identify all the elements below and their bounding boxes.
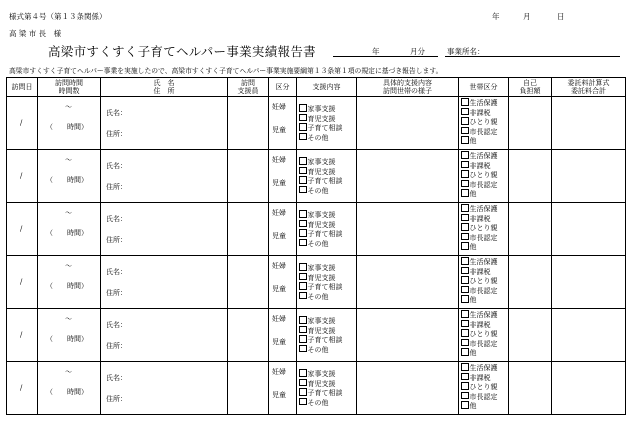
visitor-cell[interactable] — [228, 256, 269, 309]
intro-text: 高梁市すくすく子育てヘルパー事業を実施したので、高梁市すくすく子育てヘルパー事業実施要綱第１３条第１項の規定に基づき報告します。 — [9, 67, 443, 75]
household-option[interactable]: ひとり親 — [461, 382, 508, 392]
col-visitor: 訪問 支援員 — [228, 78, 269, 97]
support-option[interactable]: 育児支援 — [299, 167, 356, 177]
details-cell[interactable] — [357, 256, 459, 309]
checkbox-icon[interactable] — [461, 98, 469, 106]
hours-label: （ 時間） — [46, 176, 88, 184]
household-option[interactable]: ひとり親 — [461, 170, 508, 180]
tilde: 〜 — [65, 156, 72, 164]
name-address-cell[interactable] — [101, 150, 228, 203]
table-row — [7, 150, 626, 203]
household-option[interactable]: 市長認定 — [461, 233, 508, 243]
table-row — [7, 256, 626, 309]
checkbox-icon[interactable] — [299, 114, 307, 122]
visitor-cell[interactable] — [228, 309, 269, 362]
date-slash: / — [20, 384, 23, 392]
name-label: 氏名： — [106, 162, 127, 170]
visitor-cell[interactable] — [228, 203, 269, 256]
checkbox-icon[interactable] — [461, 401, 469, 409]
fee-cell[interactable] — [552, 362, 626, 415]
category-cell[interactable] — [269, 203, 297, 256]
self-pay-cell[interactable] — [509, 256, 552, 309]
household-cell — [459, 362, 509, 415]
visit-date-cell[interactable] — [7, 309, 38, 362]
visit-time-cell[interactable] — [38, 309, 101, 362]
date-year-label: 年 — [492, 12, 500, 21]
col-visit-time: 訪問時間 時間数 — [38, 78, 101, 97]
checkbox-icon[interactable] — [299, 398, 307, 406]
household-option[interactable]: 生活保護 — [461, 310, 508, 320]
hours-label: （ 時間） — [46, 229, 88, 237]
checkbox-icon[interactable] — [299, 167, 307, 175]
visitor-cell[interactable] — [228, 97, 269, 150]
details-cell[interactable] — [357, 97, 459, 150]
checkbox-icon[interactable] — [299, 186, 307, 194]
fee-cell[interactable] — [552, 309, 626, 362]
household-option[interactable]: 生活保護 — [461, 98, 508, 108]
self-pay-cell[interactable] — [509, 150, 552, 203]
checkbox-icon[interactable] — [299, 104, 307, 112]
category-pregnant: 妊婦 — [272, 368, 286, 376]
self-pay-cell[interactable] — [509, 203, 552, 256]
checkbox-icon[interactable] — [461, 127, 469, 135]
household-cell — [459, 309, 509, 362]
name-label: 氏名： — [106, 109, 127, 117]
date-slash: / — [20, 278, 23, 286]
address-label: 住所： — [106, 342, 127, 350]
support-option[interactable]: 家事支援 — [299, 263, 356, 273]
details-cell[interactable] — [357, 309, 459, 362]
household-cell — [459, 203, 509, 256]
hours-label: （ 時間） — [46, 335, 88, 343]
checkbox-icon[interactable] — [461, 233, 469, 241]
household-option[interactable]: 市長認定 — [461, 339, 508, 349]
category-child: 児童 — [272, 126, 286, 134]
table-row — [7, 309, 626, 362]
checkbox-icon[interactable] — [299, 229, 307, 237]
household-option[interactable]: 生活保護 — [461, 151, 508, 161]
visit-date-cell[interactable] — [7, 203, 38, 256]
checkbox-icon[interactable] — [461, 267, 469, 275]
name-label: 氏名： — [106, 215, 127, 223]
checkbox-icon[interactable] — [461, 242, 469, 250]
support-option[interactable]: 子育て相談 — [299, 176, 356, 186]
support-option[interactable]: 子育て相談 — [299, 229, 356, 239]
visit-time-cell[interactable] — [38, 256, 101, 309]
checkbox-icon[interactable] — [299, 326, 307, 334]
checkbox-icon[interactable] — [299, 239, 307, 247]
category-cell[interactable] — [269, 362, 297, 415]
col-name-address: 氏 名 住 所 — [101, 78, 228, 97]
support-option[interactable]: 家事支援 — [299, 316, 356, 326]
checkbox-icon[interactable] — [299, 316, 307, 324]
hours-label: （ 時間） — [46, 282, 88, 290]
household-option[interactable]: 市長認定 — [461, 127, 508, 137]
support-option[interactable]: その他 — [299, 398, 356, 408]
checkbox-icon[interactable] — [299, 220, 307, 228]
checkbox-icon[interactable] — [299, 345, 307, 353]
checkbox-icon[interactable] — [461, 204, 469, 212]
address-label: 住所： — [106, 395, 127, 403]
checkbox-icon[interactable] — [299, 263, 307, 271]
address-label: 住所： — [106, 130, 127, 138]
household-option[interactable]: ひとり親 — [461, 276, 508, 286]
checkbox-icon[interactable] — [299, 273, 307, 281]
support-option[interactable]: 子育て相談 — [299, 335, 356, 345]
address-label: 住所： — [106, 236, 127, 244]
self-pay-cell[interactable] — [509, 97, 552, 150]
checkbox-icon[interactable] — [461, 151, 469, 159]
address-label: 住所： — [106, 289, 127, 297]
checkbox-icon[interactable] — [299, 282, 307, 290]
table-row — [7, 97, 626, 150]
details-cell[interactable] — [357, 362, 459, 415]
checkbox-icon[interactable] — [461, 392, 469, 400]
support-option[interactable]: 子育て相談 — [299, 282, 356, 292]
visit-date-cell[interactable] — [7, 150, 38, 203]
support-option[interactable]: その他 — [299, 133, 356, 143]
report-table — [6, 77, 626, 415]
period-year-label: 年 — [372, 47, 380, 56]
checkbox-icon[interactable] — [299, 210, 307, 218]
support-option[interactable]: 育児支援 — [299, 273, 356, 283]
checkbox-icon[interactable] — [299, 335, 307, 343]
col-self-pay: 自己 負担額 — [509, 78, 552, 97]
household-option[interactable]: ひとり親 — [461, 223, 508, 233]
category-cell[interactable] — [269, 97, 297, 150]
checkbox-icon[interactable] — [299, 388, 307, 396]
checkbox-icon[interactable] — [299, 157, 307, 165]
support-option[interactable]: 家事支援 — [299, 210, 356, 220]
checkbox-icon[interactable] — [461, 170, 469, 178]
household-option[interactable]: 非課税 — [461, 320, 508, 330]
checkbox-icon[interactable] — [299, 133, 307, 141]
date-slash: / — [20, 331, 23, 339]
category-child: 児童 — [272, 232, 286, 240]
household-option[interactable]: 他 — [461, 242, 508, 252]
category-pregnant: 妊婦 — [272, 315, 286, 323]
page-title: 高梁市すくすく子育てヘルパー事業実績報告書 — [48, 44, 316, 59]
form-number: 様式第４号（第１３条関係） — [9, 12, 107, 21]
name-address-cell[interactable] — [101, 97, 228, 150]
checkbox-icon[interactable] — [461, 339, 469, 347]
checkbox-icon[interactable] — [299, 292, 307, 300]
tilde: 〜 — [65, 103, 72, 111]
household-option[interactable]: 生活保護 — [461, 363, 508, 373]
checkbox-icon[interactable] — [461, 180, 469, 188]
category-cell[interactable] — [269, 309, 297, 362]
fee-cell[interactable] — [552, 150, 626, 203]
name-address-cell[interactable] — [101, 203, 228, 256]
support-option[interactable]: 育児支援 — [299, 326, 356, 336]
category-pregnant: 妊婦 — [272, 156, 286, 164]
name-address-cell[interactable] — [101, 309, 228, 362]
visitor-cell[interactable] — [228, 362, 269, 415]
checkbox-icon[interactable] — [461, 136, 469, 144]
category-pregnant: 妊婦 — [272, 209, 286, 217]
category-pregnant: 妊婦 — [272, 262, 286, 270]
checkbox-icon[interactable] — [461, 161, 469, 169]
support-option[interactable]: その他 — [299, 345, 356, 355]
support-cell — [297, 362, 357, 415]
hours-label: （ 時間） — [46, 123, 88, 131]
household-option[interactable]: 生活保護 — [461, 204, 508, 214]
checkbox-icon[interactable] — [461, 189, 469, 197]
date-slash: / — [20, 119, 23, 127]
household-option[interactable]: 他 — [461, 401, 508, 411]
office-label: 事業所名： — [447, 47, 485, 56]
col-visit-date: 訪問日 — [7, 78, 38, 97]
household-option[interactable]: 市長認定 — [461, 392, 508, 402]
support-cell — [297, 203, 357, 256]
support-cell — [297, 97, 357, 150]
visit-time-cell[interactable] — [38, 97, 101, 150]
support-option[interactable]: その他 — [299, 239, 356, 249]
checkbox-icon[interactable] — [299, 176, 307, 184]
checkbox-icon[interactable] — [461, 295, 469, 303]
household-option[interactable]: 非課税 — [461, 108, 508, 118]
category-child: 児童 — [272, 179, 286, 187]
checkbox-icon[interactable] — [299, 379, 307, 387]
checkbox-icon[interactable] — [299, 123, 307, 131]
household-option[interactable]: 市長認定 — [461, 180, 508, 190]
category-child: 児童 — [272, 285, 286, 293]
details-cell[interactable] — [357, 203, 459, 256]
visit-time-cell[interactable] — [38, 362, 101, 415]
hours-label: （ 時間） — [46, 388, 88, 396]
support-option[interactable]: 育児支援 — [299, 220, 356, 230]
visitor-cell[interactable] — [228, 150, 269, 203]
col-fee: 委託料計算式 委託料合計 — [552, 78, 626, 97]
col-details: 具体的支援内容 訪問世帯の様子 — [357, 78, 459, 97]
support-option[interactable]: 育児支援 — [299, 379, 356, 389]
checkbox-icon[interactable] — [461, 363, 469, 371]
period-month-label: 月分 — [410, 47, 425, 56]
household-option[interactable]: ひとり親 — [461, 329, 508, 339]
household-option[interactable]: 他 — [461, 136, 508, 146]
fee-cell[interactable] — [552, 256, 626, 309]
tilde: 〜 — [65, 315, 72, 323]
date-month-label: 月 — [523, 12, 531, 21]
category-child: 児童 — [272, 338, 286, 346]
support-option[interactable]: 家事支援 — [299, 369, 356, 379]
household-option[interactable]: 非課税 — [461, 373, 508, 383]
tilde: 〜 — [65, 262, 72, 270]
date-slash: / — [20, 225, 23, 233]
support-option[interactable]: 子育て相談 — [299, 388, 356, 398]
checkbox-icon[interactable] — [461, 257, 469, 265]
details-cell[interactable] — [357, 150, 459, 203]
checkbox-icon[interactable] — [461, 348, 469, 356]
support-cell — [297, 309, 357, 362]
table-row — [7, 362, 626, 415]
checkbox-icon[interactable] — [461, 117, 469, 125]
household-option[interactable]: 生活保護 — [461, 257, 508, 267]
col-household: 世帯区分 — [459, 78, 509, 97]
support-option[interactable]: 家事支援 — [299, 157, 356, 167]
support-option[interactable]: 子育て相談 — [299, 123, 356, 133]
household-cell — [459, 97, 509, 150]
household-option[interactable]: 非課税 — [461, 161, 508, 171]
household-option[interactable]: 他 — [461, 189, 508, 199]
checkbox-icon[interactable] — [461, 214, 469, 222]
address-label: 住所： — [106, 183, 127, 191]
checkbox-icon[interactable] — [461, 310, 469, 318]
checkbox-icon[interactable] — [461, 329, 469, 337]
household-option[interactable]: 他 — [461, 348, 508, 358]
household-cell — [459, 150, 509, 203]
checkbox-icon[interactable] — [461, 320, 469, 328]
name-address-cell[interactable] — [101, 362, 228, 415]
name-address-cell[interactable] — [101, 256, 228, 309]
category-cell[interactable] — [269, 256, 297, 309]
checkbox-icon[interactable] — [461, 276, 469, 284]
table-row — [7, 203, 626, 256]
self-pay-cell[interactable] — [509, 362, 552, 415]
table-header-row — [7, 78, 626, 97]
household-option[interactable]: 他 — [461, 295, 508, 305]
name-label: 氏名： — [106, 321, 127, 329]
support-option[interactable]: 家事支援 — [299, 104, 356, 114]
visit-time-cell[interactable] — [38, 203, 101, 256]
support-option[interactable]: 育児支援 — [299, 114, 356, 124]
tilde: 〜 — [65, 209, 72, 217]
col-category: 区分 — [269, 78, 297, 97]
name-label: 氏名： — [106, 268, 127, 276]
category-pregnant: 妊婦 — [272, 103, 286, 111]
household-option[interactable]: 非課税 — [461, 267, 508, 277]
support-option[interactable]: その他 — [299, 292, 356, 302]
checkbox-icon[interactable] — [461, 286, 469, 294]
support-cell — [297, 256, 357, 309]
household-option[interactable]: ひとり親 — [461, 117, 508, 127]
category-child: 児童 — [272, 391, 286, 399]
household-option[interactable]: 市長認定 — [461, 286, 508, 296]
checkbox-icon[interactable] — [299, 369, 307, 377]
checkbox-icon[interactable] — [461, 223, 469, 231]
addressee: 高 梁 市 長 様 — [9, 29, 62, 38]
checkbox-icon[interactable] — [461, 373, 469, 381]
date-day-label: 日 — [557, 12, 565, 21]
checkbox-icon[interactable] — [461, 108, 469, 116]
visit-date-cell[interactable] — [7, 256, 38, 309]
support-option[interactable]: その他 — [299, 186, 356, 196]
col-support: 支援内容 — [297, 78, 357, 97]
name-label: 氏名： — [106, 374, 127, 382]
support-cell — [297, 150, 357, 203]
checkbox-icon[interactable] — [461, 382, 469, 390]
fee-cell[interactable] — [552, 97, 626, 150]
self-pay-cell[interactable] — [509, 309, 552, 362]
fee-cell[interactable] — [552, 203, 626, 256]
visit-date-cell[interactable] — [7, 97, 38, 150]
visit-date-cell[interactable] — [7, 362, 38, 415]
date-slash: / — [20, 172, 23, 180]
tilde: 〜 — [65, 368, 72, 376]
household-cell — [459, 256, 509, 309]
category-cell[interactable] — [269, 150, 297, 203]
visit-time-cell[interactable] — [38, 150, 101, 203]
household-option[interactable]: 非課税 — [461, 214, 508, 224]
